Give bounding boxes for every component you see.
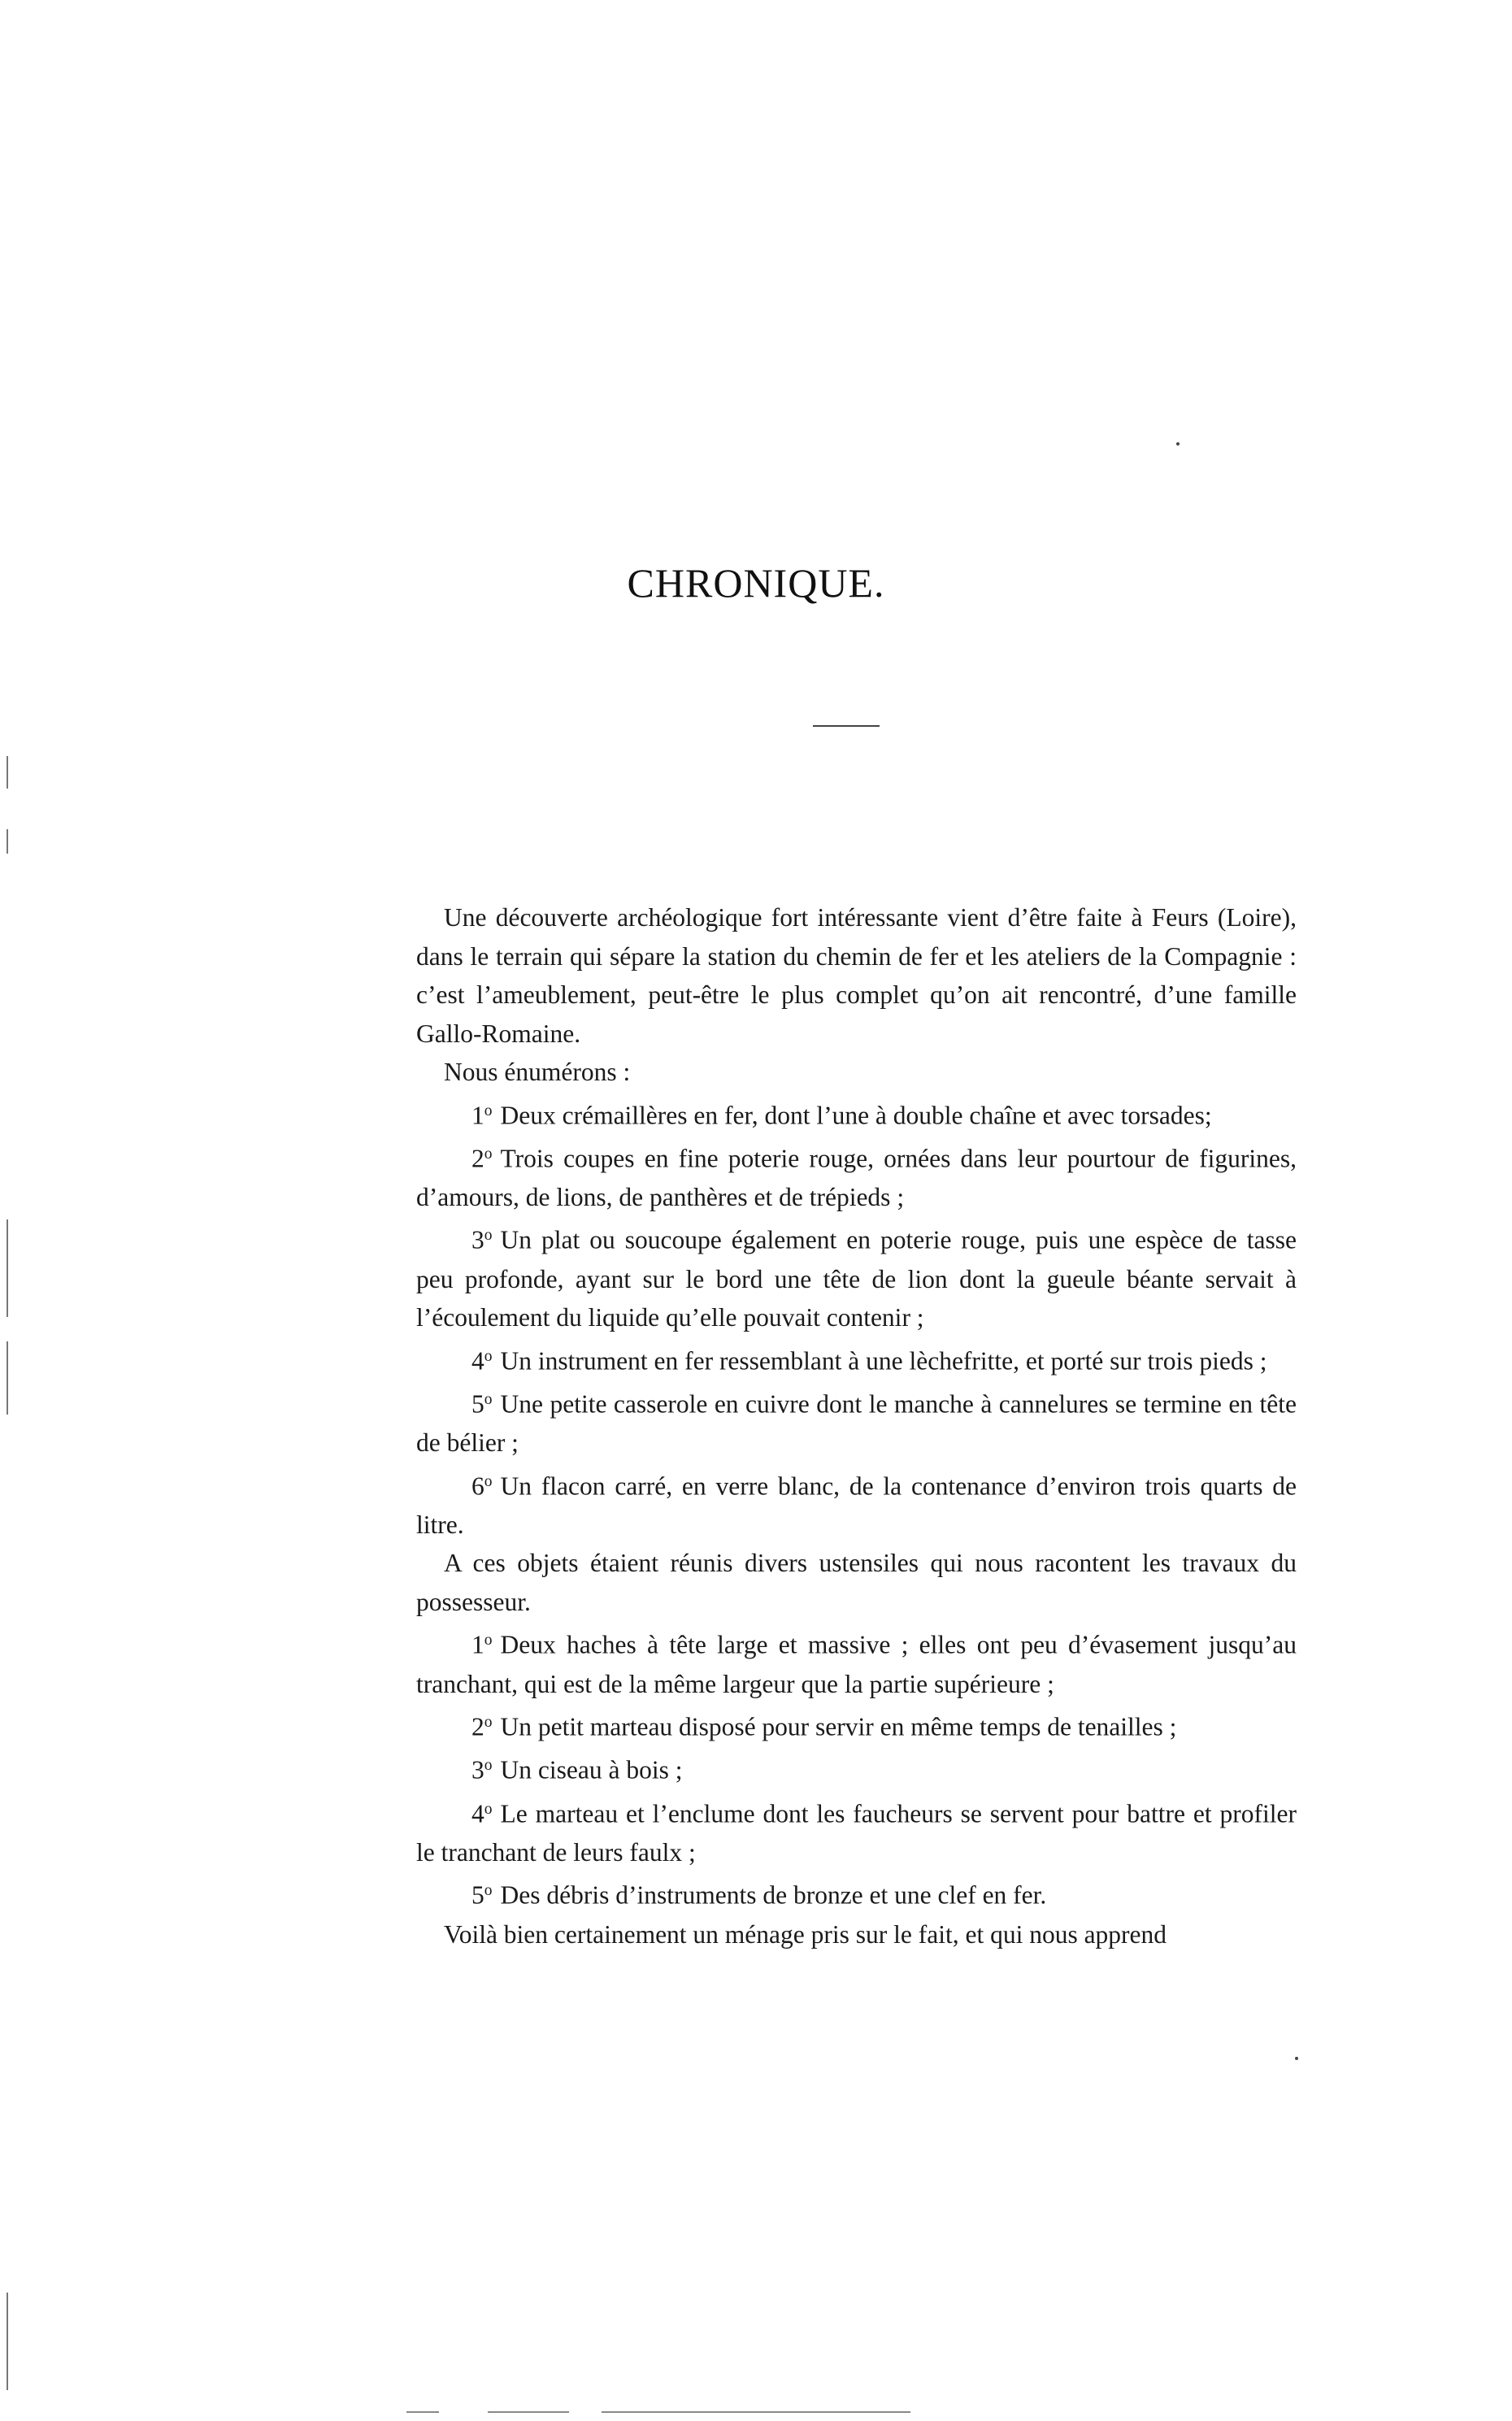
item-number: 3$^o$: [471, 1226, 493, 1255]
item-number: 5$^o$: [471, 1881, 493, 1910]
item-number: 1$^o$: [471, 1631, 493, 1660]
paragraph: [416, 898, 1297, 1053]
item-number: 3$^o$: [471, 1756, 493, 1785]
item-text: Trois coupes en fine poterie rouge, ornées dans leur pourtour de figurines, d’amours, de lions, de panthères et de trépieds ;: [416, 1144, 1297, 1211]
paragraph: [416, 1915, 1297, 1954]
item-number: 6$^o$: [471, 1471, 493, 1501]
paragraph-text: Voilà bien certainement un ménage pris sur le fait, et qui nous apprend: [444, 1919, 1167, 1949]
item-number: 4$^o$: [471, 1346, 493, 1376]
page-title: CHRONIQUE.: [627, 560, 885, 606]
list-item: [416, 1703, 1297, 1746]
item-number: 5$^o$: [471, 1389, 493, 1419]
scan-bottom-rule: [602, 2411, 910, 2413]
list-item: [416, 1092, 1297, 1135]
item-number: 2$^o$: [471, 1712, 493, 1741]
list-item: [416, 1746, 1297, 1789]
scan-edge-mark: [7, 1341, 8, 1415]
scan-speck: [1176, 442, 1180, 446]
list-item: [416, 1790, 1297, 1872]
paragraph-text: A ces objets étaient réunis divers ustensiles qui nous racontent les travaux du possesseur.: [416, 1549, 1297, 1616]
item-text: Des débris d’instruments de bronze et une clef en fer.: [500, 1881, 1047, 1910]
item-text: Un plat ou soucoupe également en poterie rouge, puis une espèce de tasse peu profonde, ayant sur le bord une tête de lion dont la gueule béante servait à l’écoulement du liquide qu’elle pouvait contenir ;: [416, 1226, 1297, 1332]
paragraph-text: Nous énumérons :: [444, 1058, 631, 1086]
paragraph: [416, 1053, 1297, 1092]
list-item: [416, 1380, 1297, 1463]
scan-edge-mark: [7, 1219, 8, 1317]
item-text: Un instrument en fer ressemblant à une lèchefritte, et porté sur trois pieds ;: [500, 1346, 1267, 1376]
scan-edge-mark: [7, 2293, 8, 2390]
item-number: 4$^o$: [471, 1799, 493, 1828]
list-item: [416, 1463, 1297, 1545]
item-text: Un ciseau à bois ;: [500, 1756, 683, 1785]
paragraph-text: Une découverte archéologique fort intéressante vient d’être faite à Feurs (Loire), dans le terrain qui sépare la station du chemin de fer et les ateliers de la Compagnie : c’est l’ameublement, peut-être le plus complet qu’on ait rencontré, d’une famille Gallo-Romaine.: [416, 903, 1297, 1048]
list-item: [416, 1216, 1297, 1337]
item-number: 1$^o$: [471, 1101, 493, 1130]
item-number: 2$^o$: [471, 1144, 493, 1173]
item-text: Une petite casserole en cuivre dont le manche à cannelures se termine en tête de bélier ;: [416, 1389, 1297, 1458]
body-text: [416, 898, 1297, 1954]
list-item: [416, 1621, 1297, 1703]
item-text: Un flacon carré, en verre blanc, de la contenance d’environ trois quarts de litre.: [416, 1471, 1297, 1539]
item-text: Deux haches à tête large et massive ; elles ont peu d’évasement jusqu’au tranchant, qui est de la même largeur que la partie supérieure ;: [416, 1631, 1297, 1698]
scan-bottom-rule: [406, 2411, 439, 2413]
item-text: Deux crémaillères en fer, dont l’une à double chaîne et avec torsades;: [500, 1101, 1212, 1130]
paragraph: [416, 1544, 1297, 1621]
list-item: [416, 1337, 1297, 1380]
scan-bottom-rule: [488, 2411, 569, 2413]
scan-speck: [1295, 2057, 1298, 2060]
item-text: Le marteau et l’enclume dont les faucheurs se servent pour battre et profiler le tranchant de leurs faulx ;: [416, 1799, 1297, 1867]
list-item: [416, 1135, 1297, 1217]
item-text: Un petit marteau disposé pour servir en même temps de tenailles ;: [500, 1712, 1177, 1741]
list-item: [416, 1871, 1297, 1915]
scan-edge-mark: [7, 829, 8, 854]
title-rule: [813, 725, 880, 727]
scan-edge-mark: [7, 756, 8, 789]
